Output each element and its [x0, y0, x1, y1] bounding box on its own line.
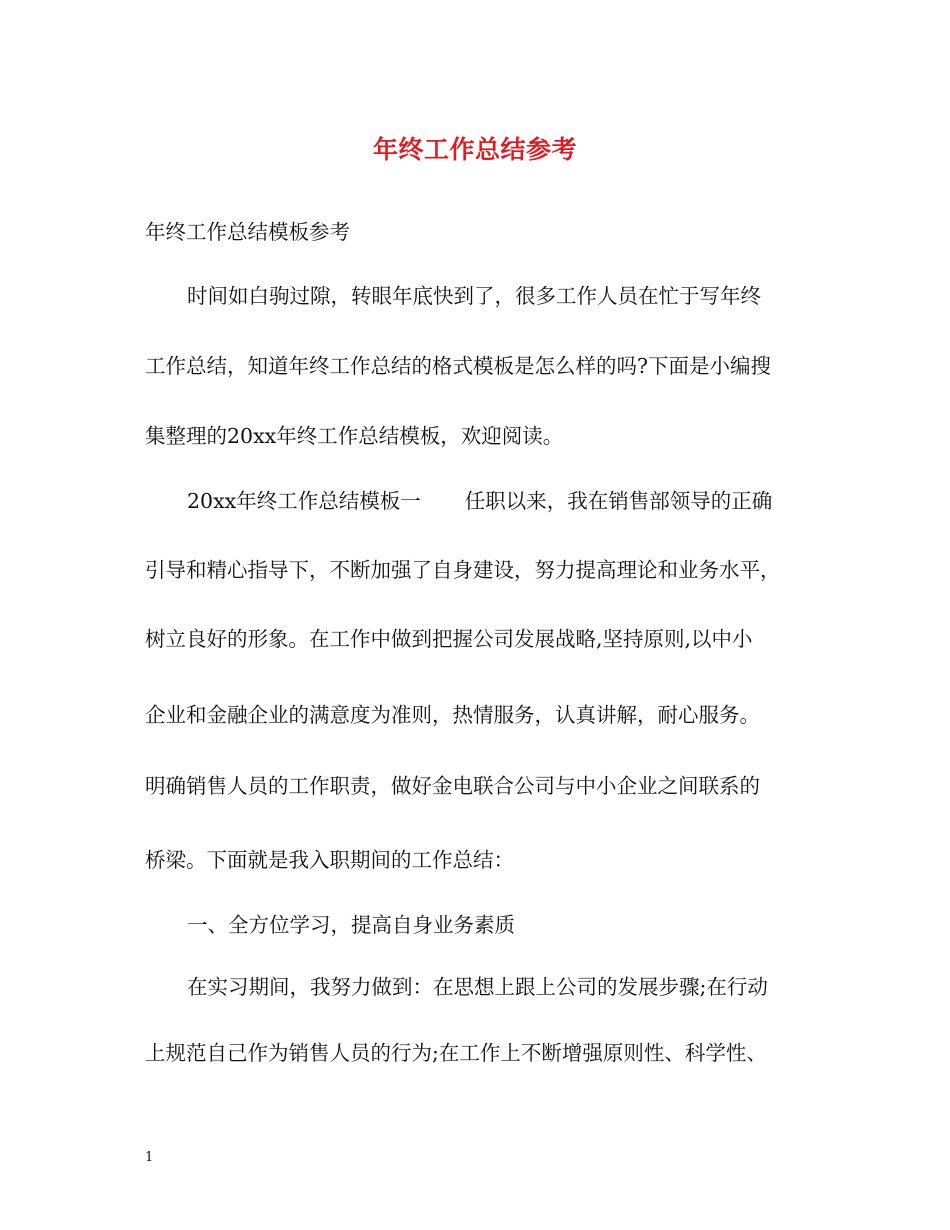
paragraph-line [187, 486, 772, 516]
paragraph-line: 上规范自己作为销售人员的行为;在工作上不断增强原则性、科学性、 [145, 1041, 767, 1065]
section-heading: 一、全方位学习，提高自身业务素质 [187, 913, 515, 937]
paragraph-line: 在实习期间，我努力做到：在思想上跟上公司的发展步骤;在行动 [187, 975, 768, 999]
paragraph-line: 树立良好的形象。在工作中做到把握公司发展战略,坚持原则,以中小 [145, 627, 753, 651]
paragraph-line: 时间如白驹过隙，转眼年底快到了，很多工作人员在忙于写年终 [187, 284, 761, 308]
paragraph-line: 明确销售人员的工作职责，做好金电联合公司与中小企业之间联系的 [145, 774, 760, 798]
paragraph-line: 桥梁。下面就是我入职期间的工作总结： [145, 848, 514, 872]
page-number: 1 [145, 1150, 154, 1165]
subtitle-line: 年终工作总结模板参考 [145, 220, 350, 244]
document-title: 年终工作总结参考 [372, 135, 577, 164]
paragraph-line: 集整理的20xx年终工作总结模板，欢迎阅读。 [145, 424, 564, 448]
paragraph-text: 任职以来，我在销售部领导的正确 [464, 489, 773, 513]
section-heading: 20xx年终工作总结模板一 [187, 489, 421, 513]
paragraph-line: 引导和精心指导下，不断加强了自身建设，努力提高理论和业务水平， [145, 558, 781, 582]
paragraph-line: 工作总结，知道年终工作总结的格式模板是怎么样的吗?下面是小编搜 [145, 354, 771, 378]
paragraph-line: 企业和金融企业的满意度为准则，热情服务，认真讲解，耐心服务。 [145, 703, 760, 727]
